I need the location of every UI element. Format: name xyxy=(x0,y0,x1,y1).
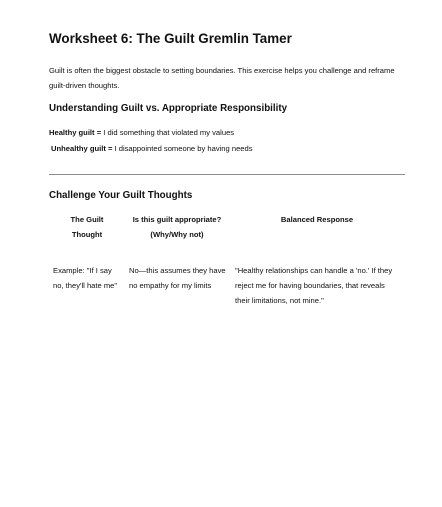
column-header-guilt-thought: The Guilt Thought xyxy=(70,215,104,239)
page-title: Worksheet 6: The Guilt Gremlin Tamer xyxy=(49,31,292,46)
healthy-guilt-term: Healthy guilt xyxy=(49,128,95,137)
healthy-guilt-definition xyxy=(49,128,234,137)
healthy-guilt-text: I did something that violated my values xyxy=(103,128,235,137)
example-row-thought-cell: Example: "If I say no, they'll hate me" xyxy=(53,266,118,290)
example-row-appropriate-cell: No—this assumes they have no empathy for my limits xyxy=(129,266,226,290)
healthy-guilt-separator: = xyxy=(94,128,104,137)
column-header-appropriate: Is this guilt appropriate? (Why/Why not) xyxy=(132,215,222,239)
challenge-heading: Challenge Your Guilt Thoughts xyxy=(49,190,193,201)
unhealthy-guilt-definition xyxy=(51,144,253,153)
intro-paragraph: Guilt is often the biggest obstacle to setting boundaries. This exercise helps you challenge and reframe guilt-driven thoughts. xyxy=(49,66,395,90)
unhealthy-guilt-text: I disappointed someone by having needs xyxy=(114,144,253,153)
unhealthy-guilt-term: Unhealthy guilt xyxy=(51,144,106,153)
understanding-heading: Understanding Guilt vs. Appropriate Responsibility xyxy=(49,103,288,114)
column-header-balanced-response: Balanced Response xyxy=(280,215,354,224)
unhealthy-guilt-separator: = xyxy=(105,144,115,153)
example-row-response-cell: "Healthy relationships can handle a 'no.' If they reject me for having boundaries, that reveals their limitations, not mine." xyxy=(235,266,393,305)
section-divider xyxy=(49,174,405,175)
